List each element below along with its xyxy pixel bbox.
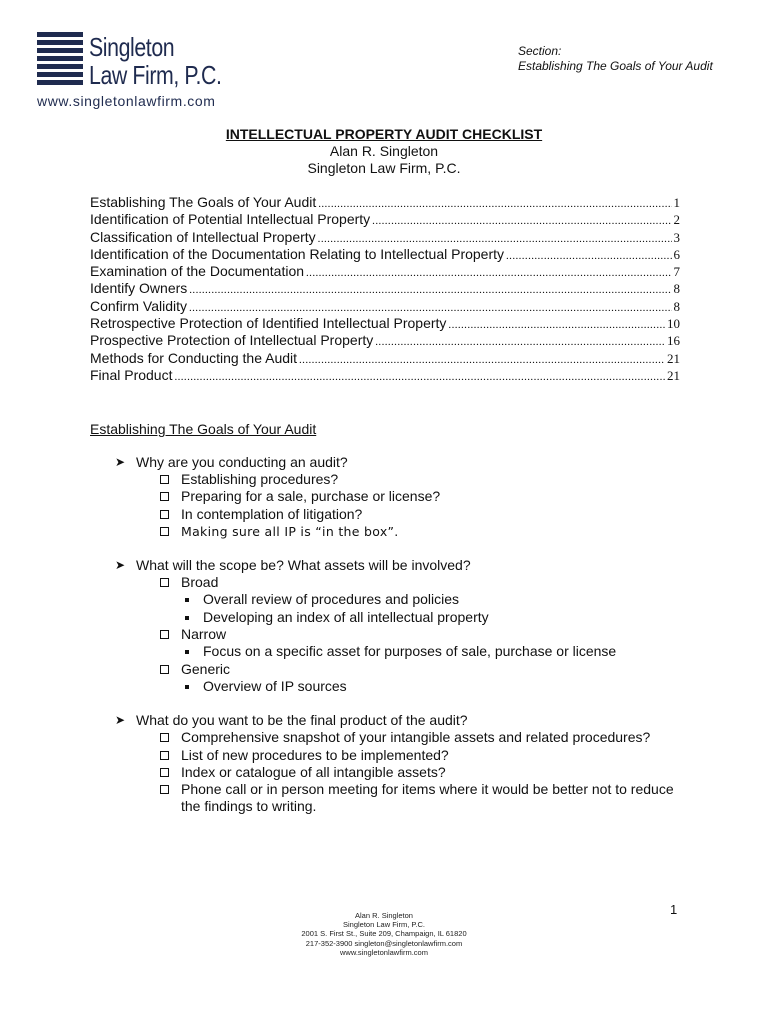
option-text: Phone call or in person meeting for items where it would be better not to reduce the findings to writing. — [181, 781, 674, 815]
checkbox-icon[interactable] — [160, 630, 169, 639]
checklist-option — [158, 488, 681, 505]
checklist-option — [158, 764, 681, 781]
toc-entry-label: Prospective Protection of Intellectual Property — [90, 332, 374, 349]
checklist-option — [158, 471, 681, 488]
checklist-option — [158, 626, 681, 643]
checkbox-icon[interactable] — [160, 665, 169, 674]
section-heading: Establishing The Goals of Your Audit — [90, 421, 317, 437]
checkbox-icon[interactable] — [160, 510, 169, 519]
checkbox-icon[interactable] — [160, 492, 169, 501]
toc-entry-page: 16 — [667, 333, 680, 349]
section-header — [518, 44, 713, 74]
toc-entry[interactable] — [90, 194, 680, 211]
section-header-value: Establishing The Goals of Your Audit — [518, 59, 713, 73]
footer-line: Alan R. Singleton — [355, 911, 413, 920]
title-block — [0, 126, 768, 177]
checkbox-icon[interactable] — [160, 578, 169, 587]
toc-leader-dots — [189, 284, 671, 296]
toc-leader-dots — [318, 198, 671, 210]
footer-line: Singleton Law Firm, P.C. — [343, 920, 425, 930]
toc-leader-dots — [372, 215, 671, 227]
question-text: What will the scope be? What assets will be involved? — [136, 557, 471, 574]
toc-entry-page: 3 — [673, 229, 680, 245]
toc-entry-label: Confirm Validity — [90, 297, 187, 314]
arrow-bullet-icon: ➤ — [115, 558, 126, 573]
logo-name-line1: Singleton — [89, 32, 175, 62]
toc-entry-page: 2 — [673, 212, 680, 228]
option-list — [158, 729, 768, 815]
checkbox-icon[interactable] — [160, 751, 169, 760]
toc-entry-label: Establishing The Goals of Your Audit — [90, 194, 317, 210]
toc-entry-page: 21 — [667, 350, 680, 366]
toc-entry[interactable] — [90, 246, 680, 263]
option-text: Index or catalogue of all intangible assets? — [181, 763, 446, 780]
toc-entry-page: 21 — [667, 367, 680, 383]
option-text: Narrow — [181, 626, 227, 643]
sub-item — [181, 643, 768, 660]
toc-entry[interactable] — [90, 332, 680, 349]
spacer — [0, 540, 768, 557]
document-author: Alan R. Singleton — [329, 143, 439, 159]
question — [115, 454, 768, 471]
sub-list — [181, 678, 768, 695]
option-list — [158, 471, 768, 540]
toc-entry[interactable] — [90, 367, 680, 384]
toc-leader-dots — [506, 250, 671, 262]
question-text: What do you want to be the final product of the audit? — [136, 712, 468, 729]
toc-entry[interactable] — [90, 263, 680, 280]
stripes-logo-icon — [37, 32, 85, 88]
toc-leader-dots — [375, 336, 665, 348]
option-text: Making sure all IP is “in the box”. — [181, 523, 399, 539]
toc-entry[interactable] — [90, 211, 680, 228]
logo-url: www.singletonlawfirm.com — [37, 93, 216, 109]
option-text: Broad — [181, 574, 219, 591]
toc-entry-page: 10 — [667, 316, 680, 332]
question — [115, 712, 768, 729]
page-number: 1 — [670, 902, 678, 917]
checkbox-icon[interactable] — [160, 475, 169, 484]
footer-line: 2001 S. First St., Suite 209, Champaign, IL 61820 — [301, 929, 467, 939]
toc-leader-dots — [299, 354, 665, 366]
toc-entry-page: 1 — [673, 195, 680, 210]
toc-leader-dots — [318, 233, 672, 245]
toc-entry[interactable] — [90, 315, 680, 332]
document-firm: Singleton Law Firm, P.C. — [307, 160, 461, 176]
document-title: INTELLECTUAL PROPERTY AUDIT CHECKLIST — [225, 126, 543, 142]
firm-logo — [37, 32, 237, 112]
toc-entry-label: Classification of Intellectual Property — [90, 228, 316, 245]
toc-entry-label: Retrospective Protection of Identified Intellectual Property — [90, 315, 447, 332]
checklist-option — [158, 661, 681, 678]
toc-entry[interactable] — [90, 229, 680, 246]
option-text: List of new procedures to be implemented? — [181, 746, 449, 763]
page-footer — [0, 911, 768, 957]
option-text: Preparing for a sale, purchase or license? — [181, 488, 441, 505]
sub-item — [181, 678, 768, 695]
square-bullet-icon — [185, 650, 189, 654]
checkbox-icon[interactable] — [160, 527, 169, 536]
checklist-content — [0, 454, 768, 816]
arrow-bullet-icon: ➤ — [115, 713, 126, 728]
toc-entry-page: 6 — [673, 246, 680, 262]
square-bullet-icon — [185, 685, 189, 689]
sub-item-text: Developing an index of all intellectual property — [203, 608, 489, 625]
toc-leader-dots — [448, 319, 665, 331]
option-list — [158, 574, 768, 695]
square-bullet-icon — [185, 598, 189, 602]
sub-list — [181, 643, 768, 660]
option-text: Generic — [181, 660, 231, 677]
question-text: Why are you conducting an audit? — [136, 454, 348, 470]
checklist-option — [158, 506, 681, 523]
section-header-label: Section: — [518, 44, 562, 58]
footer-line: 217-352-3900 singleton@singletonlawfirm.com — [305, 938, 463, 948]
toc-entry-page: 8 — [673, 281, 680, 297]
arrow-bullet-icon: ➤ — [115, 455, 126, 469]
toc-leader-dots — [306, 267, 671, 279]
checkbox-icon[interactable] — [160, 785, 169, 794]
square-bullet-icon — [185, 616, 189, 620]
toc-entry-page: 8 — [673, 298, 680, 314]
toc-entry-label: Methods for Conducting the Audit — [90, 349, 298, 366]
checklist-option — [158, 729, 681, 746]
toc-entry-page: 7 — [673, 264, 680, 280]
sub-item-text: Overview of IP sources — [203, 677, 347, 694]
spacer — [0, 695, 768, 712]
table-of-contents — [90, 194, 680, 384]
option-text: Comprehensive snapshot of your intangible assets and related procedures? — [181, 729, 651, 746]
toc-entry[interactable] — [90, 298, 680, 315]
checklist-option — [158, 781, 681, 816]
toc-entry[interactable] — [90, 280, 680, 297]
question — [115, 557, 768, 574]
toc-entry-label: Examination of the Documentation — [90, 263, 305, 280]
toc-entry-label: Identification of Potential Intellectual Property — [90, 211, 371, 228]
checklist-option — [158, 574, 681, 591]
option-text: Establishing procedures? — [181, 471, 339, 487]
toc-entry-label: Identification of the Documentation Relating to Intellectual Property — [90, 245, 505, 262]
sub-item-text: Overall review of procedures and policies — [203, 591, 460, 608]
footer-line: www.singletonlawfirm.com — [340, 947, 428, 957]
checkbox-icon[interactable] — [160, 733, 169, 742]
toc-entry-label: Final Product — [90, 366, 173, 383]
sub-item — [181, 591, 768, 608]
toc-leader-dots — [174, 371, 665, 383]
toc-entry-label: Identify Owners — [90, 280, 188, 297]
logo-name-line2: Law Firm, P.C. — [89, 60, 222, 90]
option-text: In contemplation of litigation? — [181, 505, 363, 522]
checklist-option — [158, 747, 681, 764]
checklist-option — [158, 523, 681, 540]
toc-entry[interactable] — [90, 350, 680, 367]
toc-leader-dots — [189, 302, 672, 314]
checkbox-icon[interactable] — [160, 768, 169, 777]
sub-item — [181, 609, 768, 626]
sub-list — [181, 591, 768, 626]
sub-item-text: Focus on a specific asset for purposes of sale, purchase or license — [203, 643, 617, 660]
logo-firm-name — [89, 33, 251, 89]
